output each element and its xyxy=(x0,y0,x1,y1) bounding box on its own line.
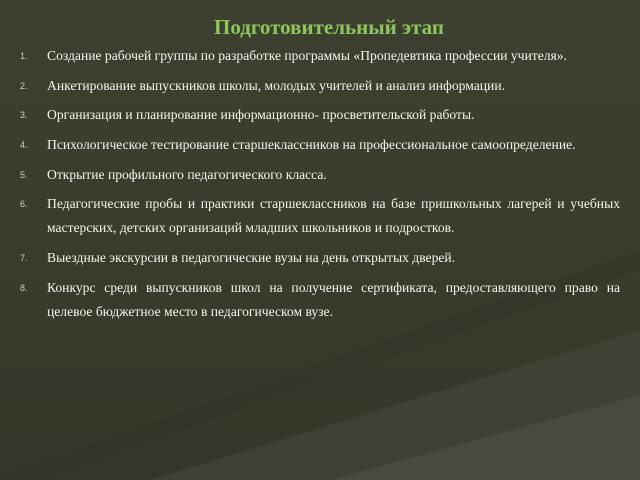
list-item xyxy=(20,163,620,187)
list-item xyxy=(20,103,620,127)
list-item-number: 6. xyxy=(20,199,28,210)
steps-list xyxy=(20,44,620,330)
list-item-text: Психологическое тестирование старшеклассников на профессиональное самоопределение. xyxy=(47,137,576,153)
list-item-text: Открытие профильного педагогического класса. xyxy=(47,166,327,182)
list-item-number: 5. xyxy=(20,169,28,180)
list-item xyxy=(20,192,620,240)
list-item xyxy=(20,133,620,157)
list-item-number: 2. xyxy=(20,80,28,91)
list-item-number: 8. xyxy=(20,282,28,293)
list-item-number: 7. xyxy=(20,253,28,264)
list-item-number: 1. xyxy=(20,51,28,61)
list-item-text: Анкетирование выпускников школы, молодых учителей и анализ информации. xyxy=(47,77,506,93)
list-item xyxy=(20,74,620,98)
list-item xyxy=(20,44,620,68)
list-item-text: Выездные экскурсии в педагогические вузы на день открытых дверей. xyxy=(47,250,456,266)
list-item-text: Организация и планирование информационно- просветительской работы. xyxy=(47,107,475,123)
background-band-shape xyxy=(330,395,640,480)
list-item-text: Педагогические пробы и практики старшеклассников на базе пришкольных лагерей и учебных мастерских, детских организаций младших школьников и подростков. xyxy=(47,196,620,236)
list-item-number: 4. xyxy=(20,140,28,151)
list-item xyxy=(20,246,620,270)
slide-title: Подготовительный этап xyxy=(214,15,444,39)
background-band-shape xyxy=(150,330,640,480)
list-item-text: Создание рабочей группы по разработке программы «Пропедевтика профессии учителя». xyxy=(47,48,567,63)
list-item xyxy=(20,276,620,324)
list-item-text: Конкурс среди выпускников школ на получение сертификата, предоставляющего право на целевое бюджетное место в педагогическом вузе. xyxy=(47,279,620,319)
list-item-number: 3. xyxy=(20,110,28,121)
